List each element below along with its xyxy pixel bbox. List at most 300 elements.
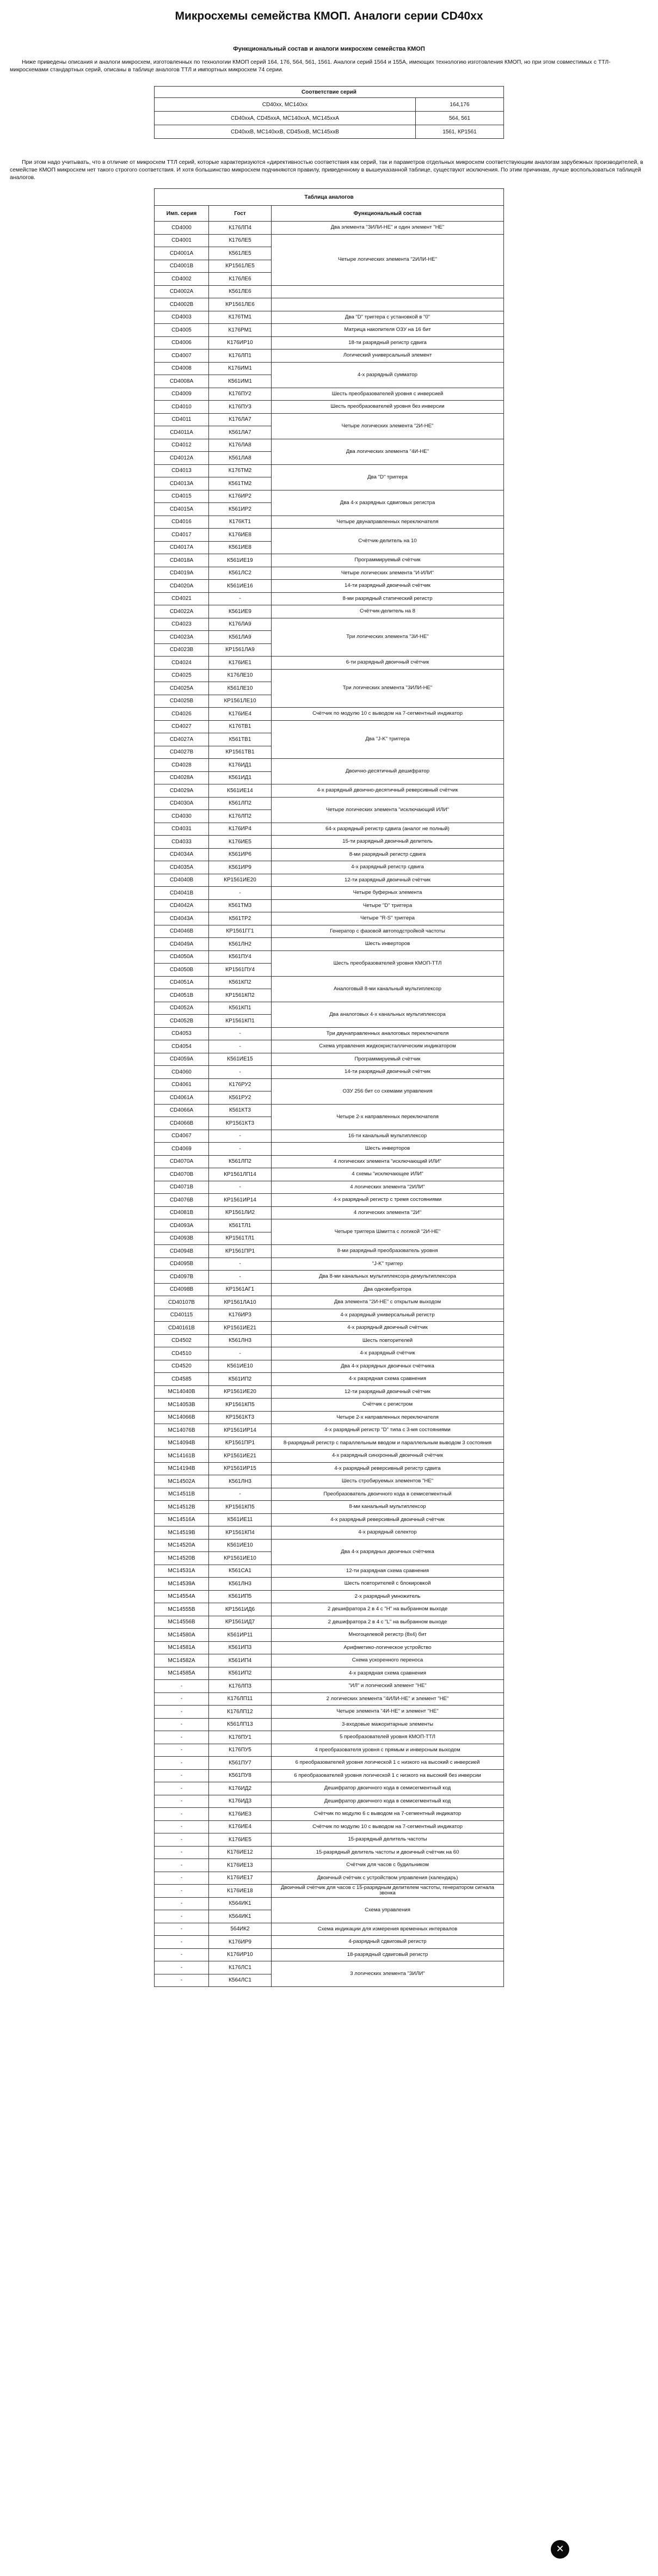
table-row (155, 112, 504, 125)
gost-cell: КР1561ИЕ10 (209, 1552, 272, 1565)
function-cell: 4-х разрядный реверсивный двоичный счётчик (272, 1513, 504, 1526)
table-row (155, 1641, 504, 1654)
table-row (155, 1040, 504, 1053)
gost-cell: К561ТЛ1 (209, 1219, 272, 1232)
imp-series-cell: - (155, 1769, 209, 1782)
imp-series-cell: CD4053 (155, 1027, 209, 1040)
gost-cell: К561ИР9 (209, 861, 272, 874)
function-cell: Шесть инверторов (272, 938, 504, 951)
table-row (155, 1923, 504, 1936)
table-row (155, 950, 504, 964)
table-row (155, 1629, 504, 1642)
close-button[interactable] (551, 2540, 569, 2559)
table-row (155, 1948, 504, 1961)
gost-cell: КР1561ТВ1 (209, 746, 272, 759)
function-cell: Два "D" триггера (272, 464, 504, 490)
table-row (155, 1078, 504, 1091)
table-row (155, 1590, 504, 1603)
imp-series-cell: CD4027 (155, 720, 209, 733)
gost-cell: К176ТМ2 (209, 464, 272, 477)
gost-cell: К176ИД3 (209, 1795, 272, 1808)
gost-cell: К176ИД1 (209, 759, 272, 772)
function-cell: 12-ти разрядная схема сравнения (272, 1565, 504, 1578)
intro-paragraph-2: При этом надо учитывать, что в отличие от микросхем ТТЛ серий, которые характеризуются «директивностью соответствия как серий, так и параметров отдельных микросхем соответствующим аналогам зарубежных производителей, в семействе КМОП микросхем нет такого строгого соответствия. И хотя большинство микросхем подчиняются правилу, приведенному в вышеуказанной таблице, существуют исключения. По этим причинам, лучше воспользоваться таблицей аналогов. (10, 160, 643, 181)
gost-cell: КР1561ЛА9 (209, 643, 272, 657)
table-row (155, 285, 504, 298)
gost-cell: КР1561ИЕ20 (209, 874, 272, 887)
function-cell: 4-х разрядный двоично-десятичный реверсивный счётчик (272, 784, 504, 798)
gost-cell: КР1561КП5 (209, 1501, 272, 1514)
function-cell: Генератор с фазовой автоподстройкой частоты (272, 925, 504, 938)
function-cell: Два элемента "ЗИЛИ-НЕ" и один элемент "НЕ" (272, 222, 504, 235)
function-cell: Три логических элемента "3ИЛИ-НЕ" (272, 669, 504, 708)
gost-cell: К176ИЕ13 (209, 1859, 272, 1872)
imp-series-cell: - (155, 1731, 209, 1744)
imp-series-cell: CD4023 (155, 618, 209, 631)
gost-cell: К176ЛП2 (209, 810, 272, 823)
function-cell: 8-ми разрядный регистр сдвига (272, 848, 504, 861)
table-row (155, 605, 504, 618)
table-row (155, 1296, 504, 1309)
imp-series-cell: - (155, 1744, 209, 1757)
gost-cell: КР1561ИЕ20 (209, 1385, 272, 1399)
function-cell: 18-ти разрядный регистр сдвига (272, 336, 504, 349)
gost-cell: К561ЛА8 (209, 452, 272, 465)
imp-series-cell: CD4069 (155, 1143, 209, 1156)
imp-series-cell: CD4009 (155, 388, 209, 401)
gost-cell: - (209, 1066, 272, 1079)
series-domestic-cell: 164,176 (415, 98, 503, 112)
gost-cell: К176ИЕ5 (209, 1833, 272, 1847)
table-row (155, 1206, 504, 1219)
gost-cell: К564ЛС1 (209, 1974, 272, 1987)
imp-series-cell: - (155, 1948, 209, 1961)
imp-series-cell: CD4025B (155, 695, 209, 708)
imp-series-cell: MC14581A (155, 1641, 209, 1654)
table-row (155, 1782, 504, 1795)
imp-series-cell: CD4015A (155, 503, 209, 516)
gost-cell: КР1561ИЕ21 (209, 1322, 272, 1335)
gost-cell: К176ИР9 (209, 1936, 272, 1949)
table-row (155, 1347, 504, 1360)
imp-series-cell: CD4041B (155, 887, 209, 900)
table-row (155, 362, 504, 375)
function-cell: 4-разрядный сдвиговый регистр (272, 1936, 504, 1949)
table-row (155, 1936, 504, 1949)
table-row (155, 1155, 504, 1168)
table-row (155, 1859, 504, 1872)
gost-cell: К176ИЕ1 (209, 657, 272, 670)
gost-cell: К176ТМ1 (209, 311, 272, 324)
function-cell: Три логических элемента "3И-НЕ" (272, 618, 504, 657)
imp-series-cell: - (155, 1936, 209, 1949)
imp-series-cell: MC14516A (155, 1513, 209, 1526)
function-cell: Двоичный счётчик с устройством управления (календарь) (272, 1872, 504, 1885)
table-row (155, 1501, 504, 1514)
table-row (155, 836, 504, 849)
table-row (155, 1219, 504, 1232)
table-row (155, 1399, 504, 1412)
imp-series-cell: CD4071B (155, 1181, 209, 1194)
imp-series-cell: CD4011 (155, 413, 209, 426)
analog-table-caption: Таблица аналогов (155, 189, 504, 206)
gost-cell: - (209, 1258, 272, 1271)
function-cell: 16-ти канальный мультиплексор (272, 1130, 504, 1143)
imp-series-cell: MC14094B (155, 1437, 209, 1450)
imp-series-cell: CD4008A (155, 375, 209, 388)
imp-series-cell: CD4059A (155, 1053, 209, 1066)
table-row (155, 1027, 504, 1040)
gost-cell: К561ЛА9 (209, 631, 272, 644)
function-cell: Шесть повторителей (272, 1334, 504, 1347)
function-cell: 4-х разрядный реверсивный регистр сдвига (272, 1462, 504, 1475)
imp-series-cell: CD4046B (155, 925, 209, 938)
function-cell: 4-х разрядный регистр сдвига (272, 861, 504, 874)
table-row (155, 823, 504, 836)
function-cell: Преобразователь двоичного кода в семисегментный (272, 1488, 504, 1501)
table-row (155, 98, 504, 112)
gost-cell: К176ТВ1 (209, 720, 272, 733)
gost-cell: К561ЛЕ10 (209, 682, 272, 695)
imp-series-cell: CD4023B (155, 643, 209, 657)
imp-series-cell: CD4049A (155, 938, 209, 951)
imp-series-cell: MC14520A (155, 1539, 209, 1552)
table-row (155, 349, 504, 363)
function-cell: 12-ти разрядный двоичный счётчик (272, 1385, 504, 1399)
function-cell: ОЗУ 256 бит со схемами управления (272, 1078, 504, 1104)
function-cell: Четыре "R-S" триггера (272, 912, 504, 925)
gost-cell: К176ЛА9 (209, 618, 272, 631)
gost-cell: К561ИМ1 (209, 375, 272, 388)
gost-cell: - (209, 1130, 272, 1143)
gost-cell: К561ИЕ10 (209, 1539, 272, 1552)
imp-series-cell: CD40107B (155, 1296, 209, 1309)
table-row (155, 1667, 504, 1680)
table-row (155, 784, 504, 798)
gost-cell: К561ИР6 (209, 848, 272, 861)
function-cell: "J-K" триггер (272, 1258, 504, 1271)
gost-cell: - (209, 592, 272, 605)
imp-series-cell: CD4081B (155, 1206, 209, 1219)
imp-series-cell: - (155, 1795, 209, 1808)
function-cell: Многоцелевой регистр (8x4) бит (272, 1629, 504, 1642)
table-row (155, 1245, 504, 1258)
gost-cell: К561КП2 (209, 976, 272, 989)
imp-series-cell: CD4052A (155, 1002, 209, 1015)
function-cell (272, 298, 504, 311)
table-row (155, 464, 504, 477)
imp-series-cell: CD4025A (155, 682, 209, 695)
gost-cell: К176ИЕ8 (209, 529, 272, 542)
imp-series-cell: - (155, 1974, 209, 1987)
function-cell: 64-х разрядный регистр сдвига (аналог не полный) (272, 823, 504, 836)
table-row (155, 1181, 504, 1194)
gost-cell: К561ЛА7 (209, 426, 272, 439)
gost-cell: К561ТМ3 (209, 899, 272, 912)
gost-cell: К561ИП2 (209, 1373, 272, 1386)
gost-cell: К561ПУ8 (209, 1769, 272, 1782)
gost-cell: - (209, 1027, 272, 1040)
function-cell: Три двунаправленных аналоговых переключателя (272, 1027, 504, 1040)
table-row (155, 1757, 504, 1770)
function-cell: Четыре элемента "4И-НЕ" и элемент "НЕ" (272, 1706, 504, 1719)
table-row (155, 1706, 504, 1719)
gost-cell: К561ЛЕ5 (209, 247, 272, 260)
table-row (155, 708, 504, 721)
imp-series-cell: CD4013A (155, 477, 209, 490)
imp-series-cell: CD4040B (155, 874, 209, 887)
imp-series-cell: CD4023A (155, 631, 209, 644)
intro-heading: Функциональный состав и аналоги микросхем семейства КМОП (233, 46, 425, 52)
gost-cell: К176ЛП12 (209, 1706, 272, 1719)
function-cell: 4-х разрядная схема сравнения (272, 1667, 504, 1680)
gost-cell: К561ИП5 (209, 1590, 272, 1603)
function-cell: Два 8-ми канальных мультиплексора-демультиплексора (272, 1271, 504, 1284)
table-row (155, 324, 504, 337)
gost-cell: КР1561ИР14 (209, 1424, 272, 1437)
gost-cell: К561ИЕ16 (209, 580, 272, 593)
imp-series-cell: CD4030A (155, 797, 209, 810)
imp-series-cell: MC14585A (155, 1667, 209, 1680)
series-foreign-cell: CD40xxA, CD45xxA, MC140xxA, MC145xxA (155, 112, 416, 125)
table-row (155, 1168, 504, 1181)
imp-series-cell: MC14580A (155, 1629, 209, 1642)
imp-series-cell: CD4070A (155, 1155, 209, 1168)
imp-series-cell: CD4017A (155, 541, 209, 554)
table-row (155, 234, 504, 247)
imp-series-cell: CD4021 (155, 592, 209, 605)
table-row (155, 1271, 504, 1284)
function-cell: "ИЛ" и логический элемент "НЕ" (272, 1680, 504, 1693)
imp-series-cell: MC14520B (155, 1552, 209, 1565)
imp-series-cell: MC14519B (155, 1526, 209, 1540)
gost-cell: КР1561ЛЕ10 (209, 695, 272, 708)
function-cell: Четыре логических элемента "2И-НЕ" (272, 413, 504, 439)
table-row (155, 1846, 504, 1859)
imp-series-cell: - (155, 1718, 209, 1731)
imp-series-cell: CD4095B (155, 1258, 209, 1271)
function-cell: 6 преобразователей уровня логической 1 с низкого на высокий без инверсии (272, 1769, 504, 1782)
gost-cell: - (209, 1181, 272, 1194)
gost-cell: К561ИЕ14 (209, 784, 272, 798)
gost-cell: К561ИЕ19 (209, 554, 272, 567)
table-row (155, 1411, 504, 1424)
imp-series-cell: MC14554A (155, 1590, 209, 1603)
imp-series-cell: CD4005 (155, 324, 209, 337)
function-cell (272, 285, 504, 298)
table-row (155, 1897, 504, 1910)
table-row (155, 1513, 504, 1526)
imp-series-cell: CD4001 (155, 234, 209, 247)
function-cell: Два 4-х разрядных двоичных счётчика (272, 1360, 504, 1373)
gost-cell: К561ЛП13 (209, 1718, 272, 1731)
gost-cell: К176ЛЕ10 (209, 669, 272, 682)
table-row (155, 413, 504, 426)
gost-cell: К176ИД2 (209, 1782, 272, 1795)
imp-series-cell: - (155, 1757, 209, 1770)
series-correspondence-table (154, 86, 504, 139)
gost-cell: КР1561ЛИ2 (209, 1206, 272, 1219)
table-row (155, 1654, 504, 1667)
table-row (155, 720, 504, 733)
function-cell: Четыре двунаправленных переключателя (272, 516, 504, 529)
page-title: Микросхемы семейства КМОП. Аналоги серии CD40xx (175, 10, 483, 22)
table-row (155, 1194, 504, 1207)
function-cell: Программируемый счётчик (272, 554, 504, 567)
table-row (155, 1258, 504, 1271)
table-row (155, 1104, 504, 1117)
column-header-imp: Имп. серия (155, 206, 209, 222)
gost-cell: - (209, 887, 272, 900)
imp-series-cell: CD4052B (155, 1015, 209, 1028)
table-row (155, 1066, 504, 1079)
gost-cell: К561ЛП2 (209, 1155, 272, 1168)
imp-series-cell: CD4003 (155, 311, 209, 324)
imp-series-cell: - (155, 1833, 209, 1847)
gost-cell: К176ИР4 (209, 823, 272, 836)
function-cell: Схема индикации для измерения временных интервалов (272, 1923, 504, 1936)
function-cell: 4 преобразователя уровня с прямым и инверсным выходом (272, 1744, 504, 1757)
series-domestic-cell: 564, 561 (415, 112, 503, 125)
gost-cell: - (209, 1488, 272, 1501)
gost-cell: КР1561ИД7 (209, 1616, 272, 1629)
function-cell: Арифметико-логическое устройство (272, 1641, 504, 1654)
imp-series-cell: CD4043A (155, 912, 209, 925)
imp-series-cell: - (155, 1859, 209, 1872)
function-cell: Дешифратор двоичного кода в семисегментный код (272, 1782, 504, 1795)
imp-series-cell: CD40161B (155, 1322, 209, 1335)
table-row (155, 1731, 504, 1744)
imp-series-cell: CD4520 (155, 1360, 209, 1373)
gost-cell: К176ИЕ4 (209, 1820, 272, 1833)
imp-series-cell: CD4028A (155, 771, 209, 784)
function-cell: Четыре буферных элемента (272, 887, 504, 900)
function-cell: 4 логических элемента "2И" (272, 1206, 504, 1219)
table-row (155, 1885, 504, 1898)
gost-cell: КР1561ПУ4 (209, 964, 272, 977)
gost-cell: К176ИР10 (209, 336, 272, 349)
gost-cell: - (209, 1143, 272, 1156)
function-cell: Четыре "D" триггера (272, 899, 504, 912)
imp-series-cell: MC14512B (155, 1501, 209, 1514)
gost-cell: КР1561ИР15 (209, 1462, 272, 1475)
table-row (155, 1795, 504, 1808)
table-row (155, 1808, 504, 1821)
gost-cell: КР1561КТ3 (209, 1117, 272, 1130)
function-cell: 2 дешифратора 2 в 4 с "L" на выбранном выходе (272, 1616, 504, 1629)
gost-cell: К176ИЕ4 (209, 708, 272, 721)
imp-series-cell: CD4018A (155, 554, 209, 567)
table-row (155, 848, 504, 861)
function-cell: Схема управления жидкокристаллическим индикатором (272, 1040, 504, 1053)
gost-cell: КР1561ЛЕ6 (209, 298, 272, 311)
function-cell: 12-ти разрядный двоичный счётчик (272, 874, 504, 887)
table-row (155, 311, 504, 324)
function-cell: 2-х разрядный умножитель (272, 1590, 504, 1603)
function-cell: 6 преобразователей уровня логической 1 с низкого на высокий с инверсией (272, 1757, 504, 1770)
function-cell: Счётчик-делитель на 8 (272, 605, 504, 618)
gost-cell: К561ЛС2 (209, 567, 272, 580)
gost-cell: К176ЛС1 (209, 1961, 272, 1974)
gost-cell: К561ПУ7 (209, 1757, 272, 1770)
gost-cell: К561ЛН3 (209, 1475, 272, 1488)
imp-series-cell: CD4002B (155, 298, 209, 311)
imp-series-cell: - (155, 1782, 209, 1795)
gost-cell: К561ИП2 (209, 1667, 272, 1680)
function-cell: 6-ти разрядный двоичный счётчик (272, 657, 504, 670)
imp-series-cell: MC14076B (155, 1424, 209, 1437)
imp-series-cell: CD4006 (155, 336, 209, 349)
gost-cell: КР1561КП2 (209, 989, 272, 1002)
imp-series-cell: CD4067 (155, 1130, 209, 1143)
gost-cell: К561СА1 (209, 1565, 272, 1578)
column-header-func: Функциональный состав (272, 206, 504, 222)
table-row (155, 1385, 504, 1399)
gost-cell: К176ЛП11 (209, 1692, 272, 1706)
series-foreign-cell: CD40xx, MC140xx (155, 98, 416, 112)
function-cell: Два логических элемента "4И-НЕ" (272, 439, 504, 464)
imp-series-cell: CD4022A (155, 605, 209, 618)
function-cell: 2 дешифратора 2 в 4 с "Н" на выбранном выходе (272, 1603, 504, 1616)
table-row (155, 938, 504, 951)
imp-series-cell: CD4030 (155, 810, 209, 823)
imp-series-cell: CD4033 (155, 836, 209, 849)
imp-series-cell: CD4097B (155, 1271, 209, 1284)
table-row (155, 1130, 504, 1143)
imp-series-cell: - (155, 1910, 209, 1923)
gost-cell: К561КП1 (209, 1002, 272, 1015)
gost-cell: К176КТ1 (209, 516, 272, 529)
table-row (155, 1565, 504, 1578)
table-row (155, 1872, 504, 1885)
imp-series-cell: MC14161B (155, 1450, 209, 1463)
gost-cell: КР1561АГ1 (209, 1283, 272, 1296)
gost-cell: К561ЛП2 (209, 797, 272, 810)
function-cell: 8-ми разрядный преобразователь уровня (272, 1245, 504, 1258)
imp-series-cell: CD4061A (155, 1091, 209, 1105)
table-row (155, 1539, 504, 1552)
function-cell: 3-входовые мажоритарные элементы (272, 1718, 504, 1731)
table-row (155, 1334, 504, 1347)
gost-cell: К561ТВ1 (209, 733, 272, 746)
function-cell: Два "J-K" триггера (272, 720, 504, 759)
table-row (155, 1578, 504, 1591)
function-cell: 2 логических элемента "4ИЛИ-НЕ" и элемент "НЕ" (272, 1692, 504, 1706)
imp-series-cell: CD4027B (155, 746, 209, 759)
imp-series-cell: CD4093A (155, 1219, 209, 1232)
imp-series-cell: - (155, 1820, 209, 1833)
imp-series-cell: CD4061 (155, 1078, 209, 1091)
table-row (155, 516, 504, 529)
table-row (155, 592, 504, 605)
imp-series-cell: - (155, 1808, 209, 1821)
imp-series-cell: CD4010 (155, 401, 209, 414)
gost-cell: К561ИР11 (209, 1629, 272, 1642)
table-row (155, 1744, 504, 1757)
imp-series-cell: CD4066A (155, 1104, 209, 1117)
function-cell: Шесть повторителей с блокировкой (272, 1578, 504, 1591)
gost-cell: К564ИК1 (209, 1910, 272, 1923)
gost-cell: К176ИМ1 (209, 362, 272, 375)
gost-cell: К176ЛП1 (209, 349, 272, 363)
imp-series-cell: - (155, 1885, 209, 1898)
imp-series-cell: CD4020A (155, 580, 209, 593)
gost-cell: К561ИД1 (209, 771, 272, 784)
table-row (155, 336, 504, 349)
imp-series-cell: CD4007 (155, 349, 209, 363)
gost-cell: КР1561ИД6 (209, 1603, 272, 1616)
function-cell: 14-ти разрядный двоичный счётчик (272, 1066, 504, 1079)
